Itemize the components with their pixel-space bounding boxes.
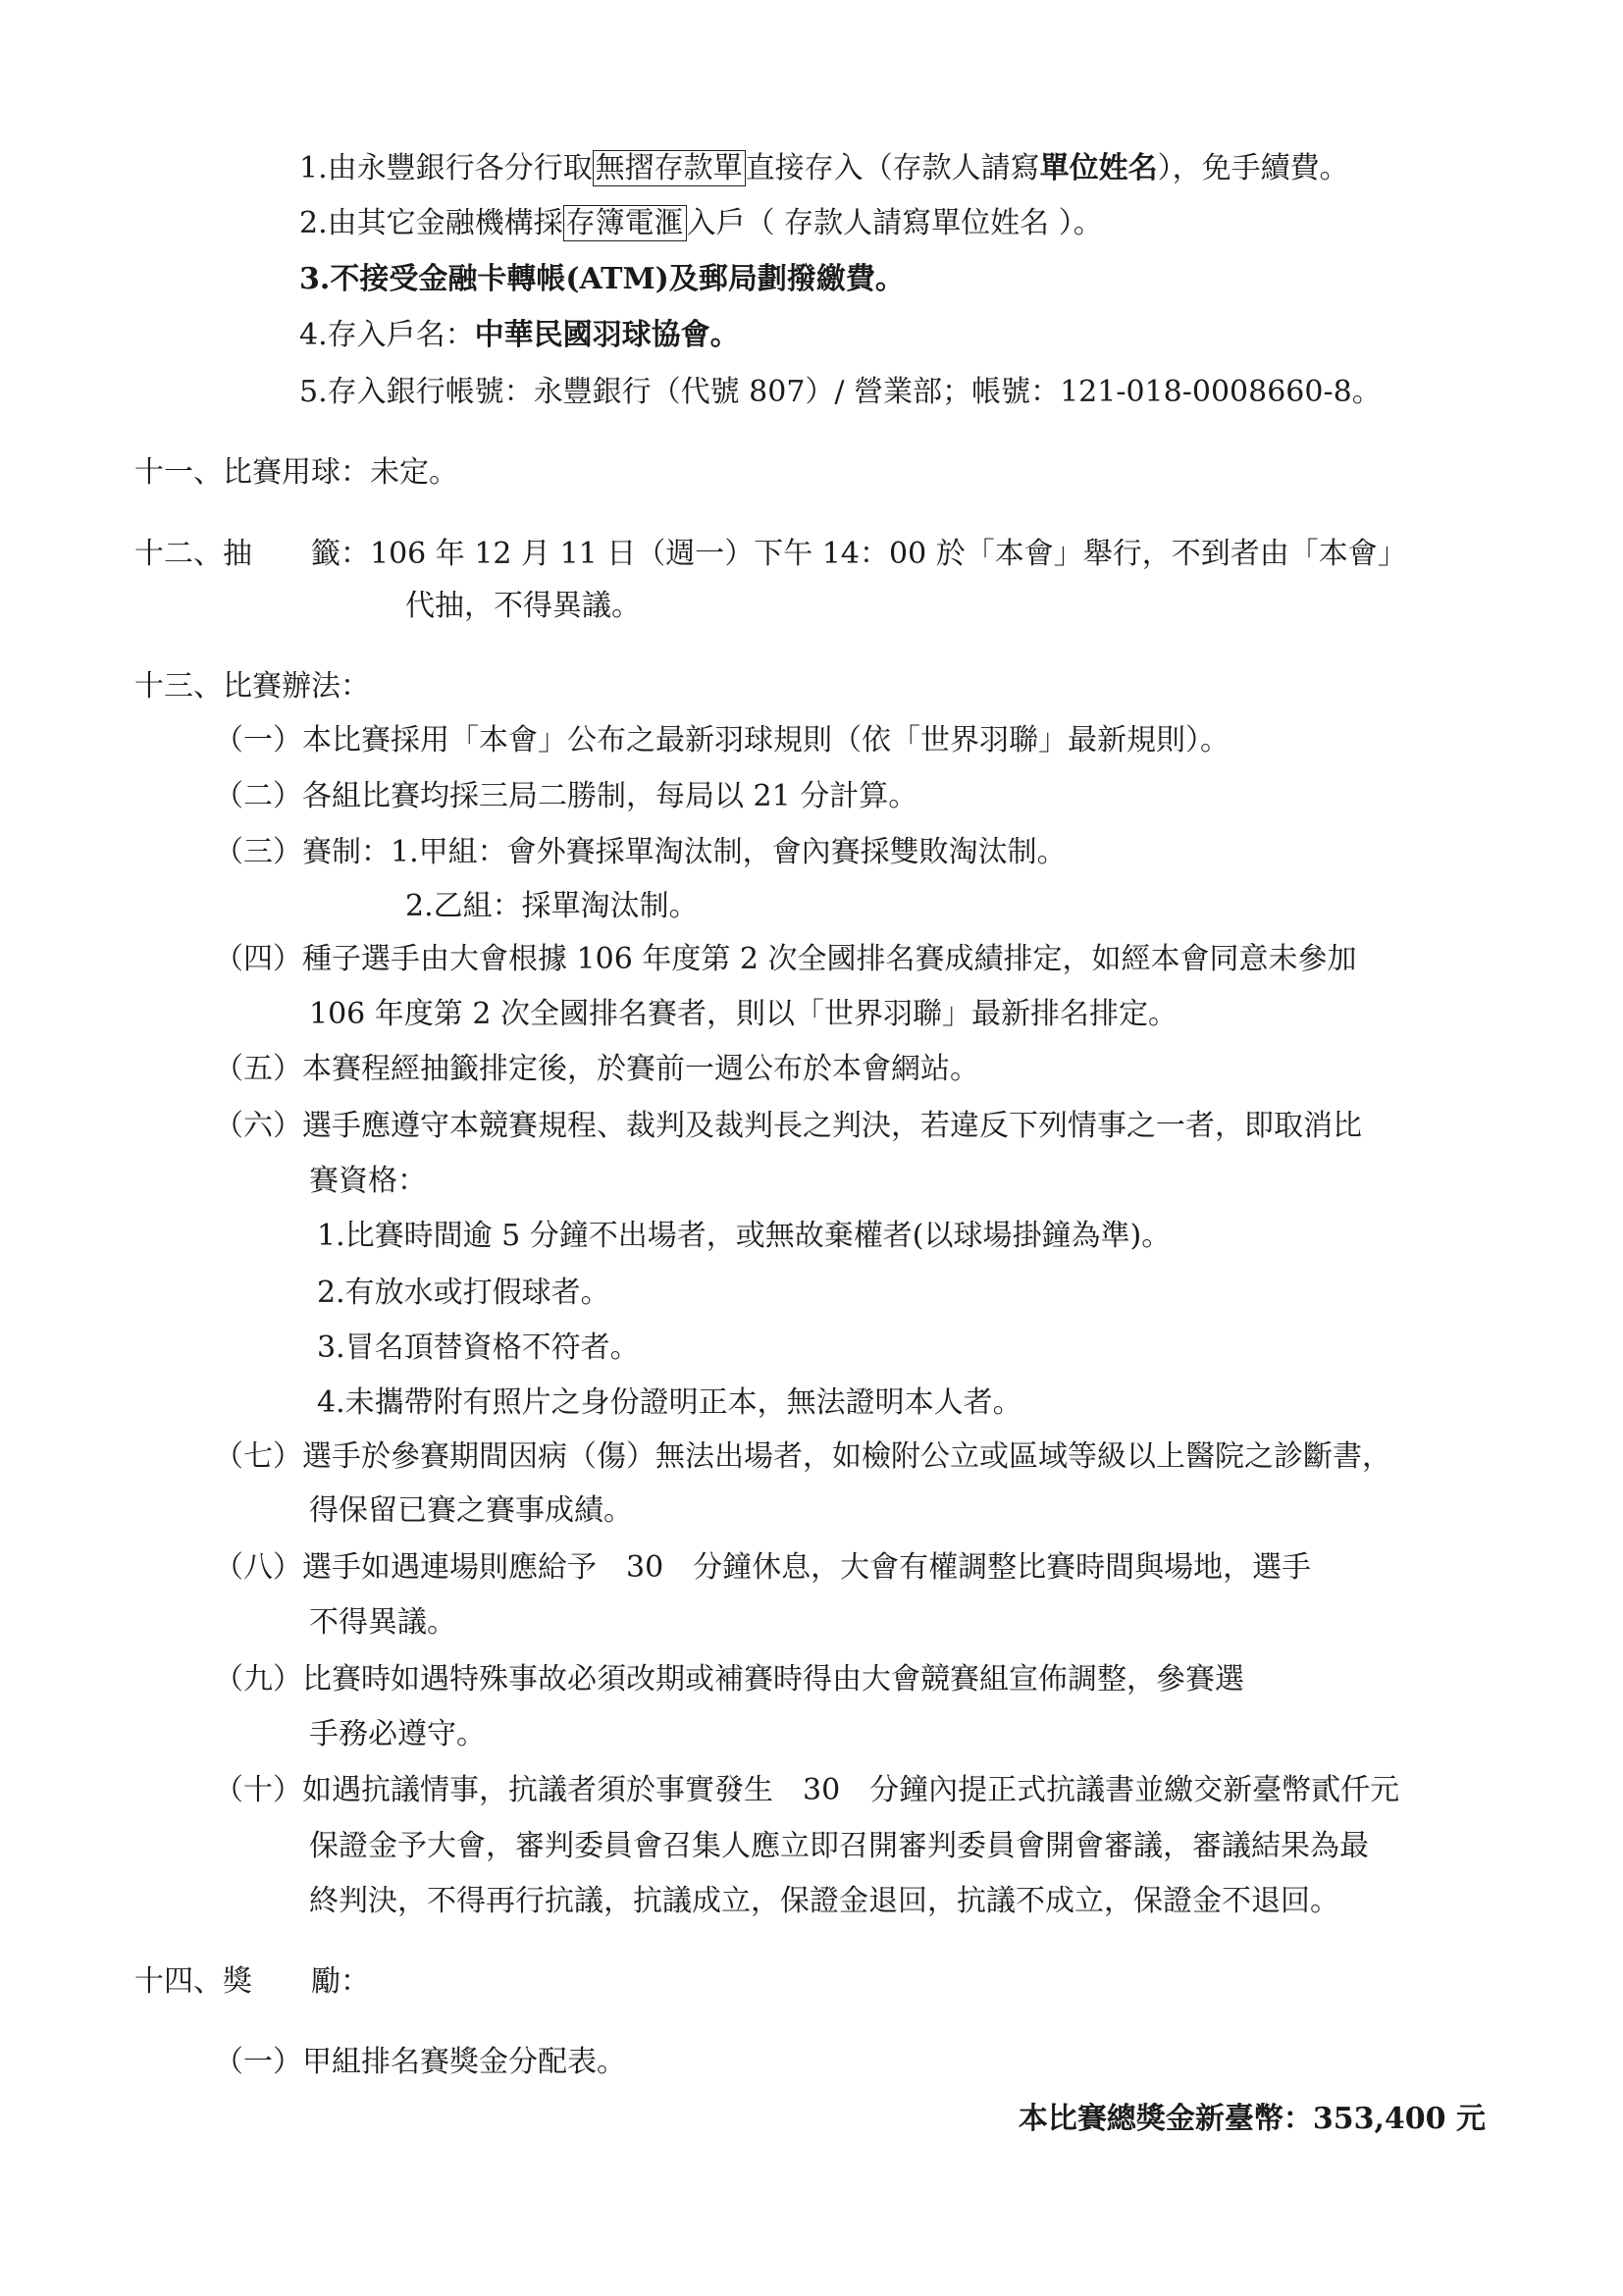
section-13-item-6-sub-3: 3.冒名頂替資格不符者。 [317,1331,640,1365]
total-prize-label: 本比賽總獎金新臺幣： [1018,2102,1313,2136]
section-13-heading: 十三、比賽辦法： [134,669,370,704]
section-13-item-4-line-2: 106 年度第 2 次全國排名賽者，則以「世界羽聯」最新排名排定。 [309,997,1178,1031]
payment-item-3: 3.不接受金融卡轉帳(ATM)及郵局劃撥繳費。 [299,262,905,296]
payment-item-2-prefix: 2.由其它金融機構採 [299,206,563,240]
section-12-line-1: 十二、抽 籤：106 年 12 月 11 日（週一）下午 14：00 於「本會」舉行，不到者由「本會」 [134,537,1407,571]
payment-item-1 [299,149,1349,188]
section-13-item-2: （二）各組比賽均採三局二勝制，每局以 21 分計算。 [214,779,918,813]
section-13-item-5: （五）本賽程經抽籤排定後，於賽前一週公布於本會網站。 [214,1052,979,1086]
payment-item-4-prefix: 4.存入戶名： [299,318,475,352]
total-prize [1019,2100,1486,2139]
section-13-item-3-line-1: （三）賽制：1.甲組：會外賽採單淘汰制，會內賽採雙敗淘汰制。 [214,835,1067,869]
section-13-item-9-line-1: （九）比賽時如遇特殊事故必須改期或補賽時得由大會競賽組宣佈調整，參賽選 [214,1662,1244,1696]
section-13-item-6-sub-4: 4.未攜帶附有照片之身份證明正本，無法證明本人者。 [317,1385,1022,1420]
payment-item-5: 5.存入銀行帳號：永豐銀行（代號 807）/ 營業部；帳號：121-018-0008660-8。 [299,375,1382,409]
payment-item-1-bold: 單位姓名 [1039,151,1158,185]
section-13-item-7-line-1: （七）選手於參賽期間因病（傷）無法出場者，如檢附公立或區域等級以上醫院之診斷書， [214,1439,1391,1474]
payment-item-2-suffix: 入戶（ 存款人請寫單位姓名 ）。 [686,206,1103,240]
section-13-item-6-sub-1: 1.比賽時間逾 5 分鐘不出場者，或無故棄權者(以球場掛鐘為準)。 [317,1219,1172,1253]
payment-item-1-suffix: ），免手續費。 [1157,151,1349,185]
section-13-item-3-line-2: 2.乙組：採單淘汰制。 [405,889,699,923]
deposit-slip-box: 無摺存款單 [593,150,746,186]
section-14-heading: 十四、獎 勵： [134,1964,370,1999]
section-13-item-9-line-2: 手務必遵守。 [309,1717,486,1751]
section-13-item-7-line-2: 得保留已賽之賽事成績。 [309,1493,633,1528]
section-13-item-4-line-1: （四）種子選手由大會根據 106 年度第 2 次全國排名賽成績排定，如經本會同意未參加 [214,942,1357,976]
section-13-item-8-line-2: 不得異議。 [309,1605,456,1640]
account-name: 中華民國羽球協會。 [474,318,740,352]
payment-item-4 [299,316,740,355]
section-13-item-10-line-3: 終判決，不得再行抗議，抗議成立，保證金退回，抗議不成立，保證金不退回。 [309,1884,1339,1918]
section-13-item-1: （一）本比賽採用「本會」公布之最新羽球規則（依「世界羽聯」最新規則）。 [214,723,1230,757]
section-13-item-6-line-2: 賽資格： [309,1164,427,1198]
section-13-item-10-line-2: 保證金予大會，審判委員會召集人應立即召開審判委員會開會審議，審議結果為最 [309,1829,1369,1863]
total-prize-value: 353,400 元 [1312,2102,1486,2136]
section-13-item-6-sub-2: 2.有放水或打假球者。 [317,1276,610,1310]
section-13-item-8-line-1: （八）選手如遇連場則應給予 30 分鐘休息，大會有權調整比賽時間與場地，選手 [214,1550,1312,1585]
transfer-box: 存簿電滙 [563,205,687,241]
section-14-item-1: （一）甲組排名賽獎金分配表。 [214,2045,626,2079]
section-12-line-2: 代抽，不得異議。 [405,589,641,623]
payment-item-2 [299,204,1103,243]
section-11: 十一、比賽用球：未定。 [134,455,458,490]
section-13-item-10-line-1: （十）如遇抗議情事，抗議者須於事實發生 30 分鐘內提正式抗議書並繳交新臺幣貳仟元 [214,1773,1400,1807]
payment-item-1-mid: 直接存入（存款人請寫 [745,151,1040,185]
section-13-item-6-line-1: （六）選手應遵守本競賽規程、裁判及裁判長之判決，若違反下列情事之一者，即取消比 [214,1109,1362,1143]
payment-item-1-prefix: 1.由永豐銀行各分行取 [299,151,593,185]
